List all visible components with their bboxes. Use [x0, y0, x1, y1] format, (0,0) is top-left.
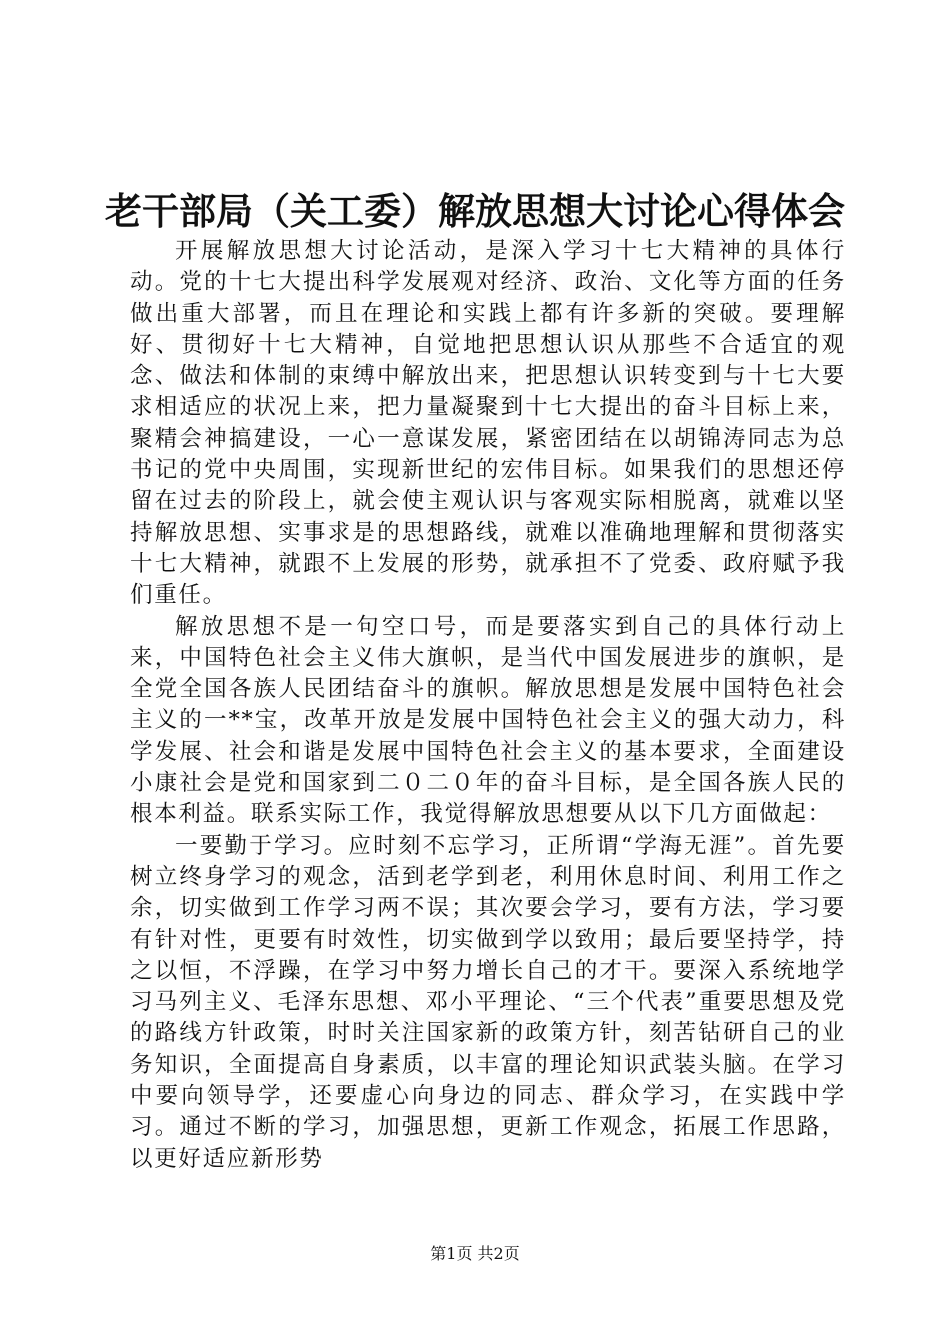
paragraph: 开展解放思想大讨论活动，是深入学习十七大精神的具体行动。党的十七大提出科学发展观对经济、政治、文化等方面的任务做出重大部署，而且在理论和实践上都有许多新的突破。要理解好、贯彻好十七大精神，自觉地把思想认识从那些不合适宜的观念、做法和体制的束缚中解放出来，把思想认识转变到与十七大要求相适应的状况上来，把力量凝聚到十七大提出的奋斗目标上来，聚精会神搞建设，一心一意谋发展，紧密团结在以胡锦涛同志为总书记的党中央周围，实现新世纪的宏伟目标。如果我们的思想还停留在过去的阶段上，就会使主观认识与客观实际相脱离，就难以坚持解放思想、实事求是的思想路线，就难以准确地理解和贯彻落实十七大精神，就跟不上发展的形势，就承担不了党委、政府赋予我们重任。 — [130, 238, 846, 609]
page-number-footer: 第1页 共2页 — [430, 1244, 520, 1263]
paragraph: 解放思想不是一句空口号，而是要落实到自己的具体行动上来，中国特色社会主义伟大旗帜，是当代中国发展进步的旗帜，是全党全国各族人民团结奋斗的旗帜。解放思想是发展中国特色社会主义的一**宝，改革开放是发展中国特色社会主义的强大动力，科学发展、社会和谐是发展中国特色社会主义的基本要求，全面建设小康社会是党和国家到二０二０年的奋斗目标，是全国各族人民的根本利益。联系实际工作，我觉得解放思想要从以下几方面做起： — [130, 613, 846, 828]
document-body — [130, 236, 846, 1175]
document-title: 老干部局（关工委）解放思想大讨论心得体会 — [105, 189, 845, 233]
paragraph: 一要勤于学习。应时刻不忘学习，正所谓“学海无涯”。首先要树立终身学习的观念，活到老学到老，利用休息时间、利用工作之余，切实做到工作学习两不误；其次要会学习，要有方法，学习要有针对性，更要有时效性，切实做到学以致用；最后要坚持学，持之以恒，不浮躁，在学习中努力增长自己的才干。要深入系统地学习马列主义、毛泽东思想、邓小平理论、“三个代表”重要思想及党的路线方针政策，时时关注国家新的政策方针，刻苦钻研自己的业务知识，全面提高自身素质，以丰富的理论知识武装头脑。在学习中要向领导学，还要虚心向身边的同志、群众学习，在实践中学习。通过不断的学习，加强思想，更新工作观念，拓展工作思路，以更好适应新形势 — [130, 832, 846, 1172]
